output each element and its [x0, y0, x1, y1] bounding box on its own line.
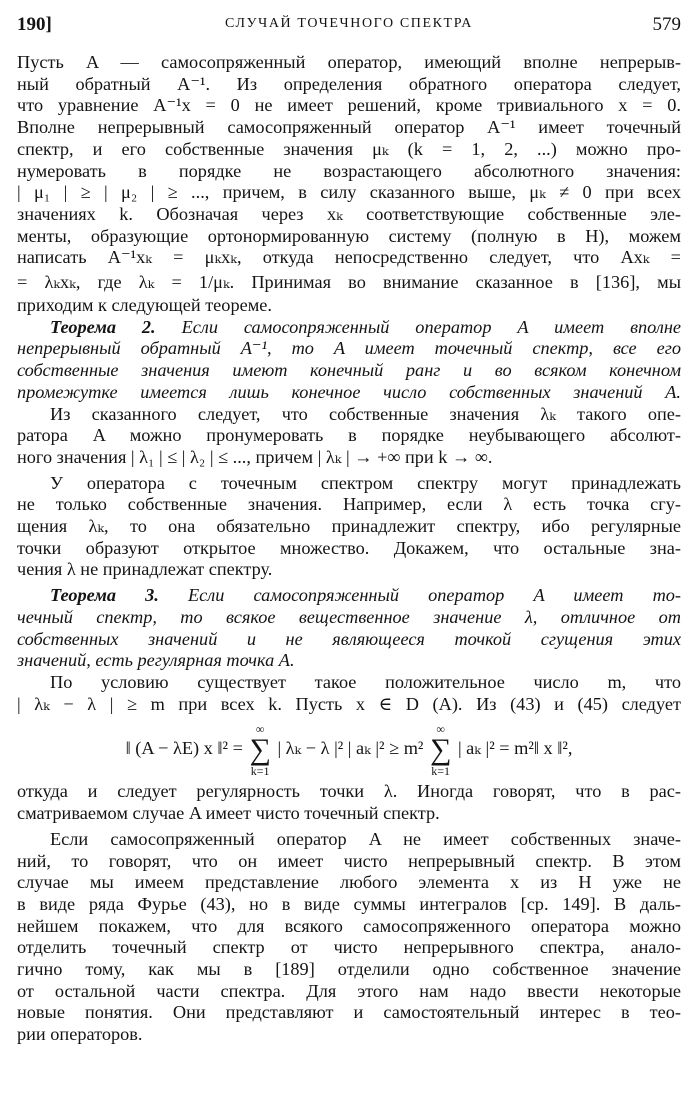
text-line: Пусть A — самосопряженный оператор, имеющий вполне непрерыв- [17, 52, 681, 72]
text-line: рии операторов. [17, 1024, 143, 1045]
text-line: новые понятия. Они представляют и самостоятельный интерес в тео- [17, 1002, 681, 1023]
sum-lower-limit: k=1 [431, 764, 451, 779]
text-line: Из сказанного следует, что собственные значения λₖ такого опе- [50, 403, 681, 424]
text-line: ного значения | λ₁ | ≤ | λ₂ | ≤ ..., причем | λₖ | → +∞ при k → ∞. [17, 446, 493, 467]
text-line: По условию существует такое положительное число m, что [50, 671, 681, 692]
text-line: чения λ не принадлежат спектру. [17, 559, 273, 580]
text-line: нумеровать в порядке не возрастающего абсолютного значения: [17, 160, 681, 181]
theorem-line: чечный спектр, то всякое вещественное значение λ, отличное от [17, 606, 681, 627]
text-line: не только собственные значения. Например, если λ есть точка сгу- [17, 494, 681, 515]
text-line: У оператора с точечным спектром спектру могут принадлежать [50, 472, 681, 493]
text-line: откуда и следует регулярность точки λ. Иногда говорят, что в рас- [17, 781, 681, 802]
sum-upper-limit: ∞ [255, 722, 265, 737]
text-line: сматриваемом случае A имеет чисто точечный спектр. [17, 803, 440, 824]
theorem-2 [17, 317, 681, 404]
paragraph-regularity [17, 781, 681, 824]
theorem-3 [17, 585, 681, 672]
text-line: значениях k. Обозначая через xₖ соответствующие собственные эле- [17, 203, 681, 224]
text-line: в виде ряда Фурье (43), но в виде суммы интегралов [ср. 149]. В даль- [17, 893, 681, 914]
sum-lower-limit: k=1 [250, 764, 270, 779]
text-line: приходим к следующей теореме. [17, 295, 272, 316]
page-number: 579 [652, 14, 681, 35]
text-line: Вполне непрерывный самосопряженный оператор A⁻¹ имеет точечный [17, 117, 681, 138]
paragraph-condensation-point [17, 473, 681, 582]
sum-sign: ∑ [429, 733, 452, 767]
text-line: ний, то говорят, что он имеет чисто непрерывный спектр. В этом [17, 850, 681, 871]
running-title: СЛУЧАЙ ТОЧЕЧНОГО СПЕКТРА [224, 16, 474, 31]
display-formula [17, 715, 681, 781]
sum-operator [249, 723, 270, 777]
theorem-line: значений, есть регулярная точка A. [17, 650, 295, 671]
section-number: 190] [17, 14, 52, 35]
text-line: написать A⁻¹xₖ = μₖxₖ, откуда непосредственно следует, что Axₖ = [17, 247, 681, 268]
theorem-line: промежутке имеется лишь конечное число собственных значений A. [17, 381, 681, 402]
text-line: ный обратный A⁻¹. Из определения обратного оператора следует, [17, 73, 681, 94]
theorem-line: непрерывный обратный A⁻¹, то A имеет точечный спектр, все его [17, 338, 681, 359]
paragraph-eigenvalue-order [17, 404, 681, 469]
formula-term: | λₖ − λ |² | aₖ |² ≥ m² [277, 738, 424, 759]
text-line: отделить точечный спектр от чисто непрерывного спектра, анало- [17, 937, 681, 958]
text-line: менты, образующие ортонормированную систему (полную в H), можем [17, 225, 681, 246]
text-line: = λₖxₖ, где λₖ = 1/μₖ. Принимая во внимание сказанное в [136], мы [17, 272, 681, 293]
theorem-text: Если самосопряженный оператор A имеет то- [188, 585, 682, 606]
formula-term: | aₖ |² = m²‖ x ‖², [457, 738, 573, 759]
text-line: Если самосопряженный оператор A не имеет собственных значе- [50, 828, 681, 849]
text-line: | μ₁ | ≥ | μ₂ | ≥ ..., причем, в силу сказанного выше, μₖ ≠ 0 при всех [17, 182, 681, 203]
text-line: от остальной части спектра. Для этого нам надо ввести некоторые [17, 980, 681, 1001]
sum-operator [430, 723, 451, 777]
theorem-line [17, 585, 681, 607]
text-line: спектр, и его собственные значения μₖ (k = 1, 2, ...) можно про- [17, 138, 681, 159]
paragraph-operator-inverse [17, 52, 681, 317]
theorem-line: собственных значений и не являющееся точкой сгущения этих [17, 628, 681, 649]
text-line: | λₖ − λ | ≥ m при всех k. Пусть x ∈ D (A). Из (43) и (45) следует [17, 693, 681, 714]
text-line: щения λₖ, то она обязательно принадлежит спектру, ибо регулярные [17, 516, 681, 537]
text-line: что уравнение A⁻¹x = 0 не имеет решений, кроме тривиального x = 0. [17, 95, 681, 116]
theorem-line: собственные значения имеют конечный ранг и во всяком конечном [17, 360, 681, 381]
formula-lhs: ‖ (A − λE) x ‖² = [125, 738, 243, 759]
paragraph-continuous-spectrum [17, 829, 681, 1046]
sum-sign: ∑ [249, 733, 271, 767]
page-body [17, 52, 681, 1046]
text-line: гично тому, как мы в [189] отделили одно собственное значение [17, 959, 681, 980]
book-page [17, 10, 682, 1045]
theorem-label: Теорема 3. [50, 585, 159, 606]
text-line: нейшем покажем, что для всякого самосопряженного оператора можно [17, 915, 681, 936]
paragraph-proof [17, 672, 681, 715]
theorem-line [17, 317, 681, 339]
sum-upper-limit: ∞ [436, 722, 445, 737]
theorem-text: Если самосопряженный оператор A имеет вполне [181, 316, 682, 337]
text-line: ратора A можно пронумеровать в порядке неубывающего абсолют- [17, 425, 681, 446]
text-line: случае мы имеем представление любого элемента x из H уже не [17, 872, 681, 893]
text-line: точки образуют открытое множество. Докажем, что остальные зна- [17, 537, 681, 558]
theorem-label: Теорема 2. [50, 316, 156, 337]
page-header [17, 10, 681, 40]
